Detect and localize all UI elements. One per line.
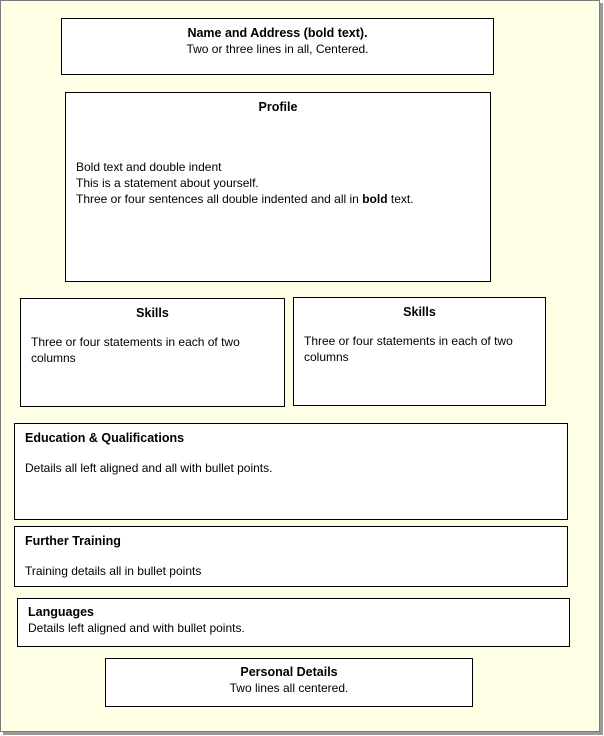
profile-line-1: Bold text and double indent xyxy=(76,160,222,174)
name-address-title: Name and Address (bold text). xyxy=(187,26,368,40)
profile-line-3-end: text. xyxy=(387,192,414,206)
further-training-text: Training details all in bullet points xyxy=(25,564,202,578)
education-text: Details all left aligned and all with bullet points. xyxy=(25,461,273,475)
education-box xyxy=(14,423,568,520)
skills-right-text: Three or four statements in each of two columns xyxy=(304,334,513,364)
name-address-text: Two or three lines in all, Centered. xyxy=(186,42,369,56)
profile-box xyxy=(65,92,491,282)
languages-box xyxy=(17,598,570,647)
profile-line-3 xyxy=(76,191,490,207)
skills-right-title: Skills xyxy=(403,305,436,319)
languages-text: Details left aligned and with bullet points. xyxy=(28,621,245,635)
education-title: Education & Qualifications xyxy=(25,431,185,445)
profile-line-3-bold: bold xyxy=(362,192,388,206)
further-training-box xyxy=(14,526,568,587)
name-address-box xyxy=(61,18,494,75)
skills-left-title: Skills xyxy=(136,306,169,320)
languages-title: Languages xyxy=(28,605,94,619)
profile-title: Profile xyxy=(258,100,298,114)
skills-left-box xyxy=(20,298,285,407)
further-training-title: Further Training xyxy=(25,534,121,548)
profile-line-2: This is a statement about yourself. xyxy=(76,176,259,190)
personal-details-text: Two lines all centered. xyxy=(229,681,349,695)
personal-details-title: Personal Details xyxy=(240,665,338,679)
skills-right-box xyxy=(293,297,546,406)
profile-text xyxy=(66,159,490,207)
profile-line-3-start: Three or four sentences all double indented and all in xyxy=(76,192,363,206)
skills-left-text: Three or four statements in each of two columns xyxy=(31,335,240,365)
personal-details-box xyxy=(105,658,473,707)
